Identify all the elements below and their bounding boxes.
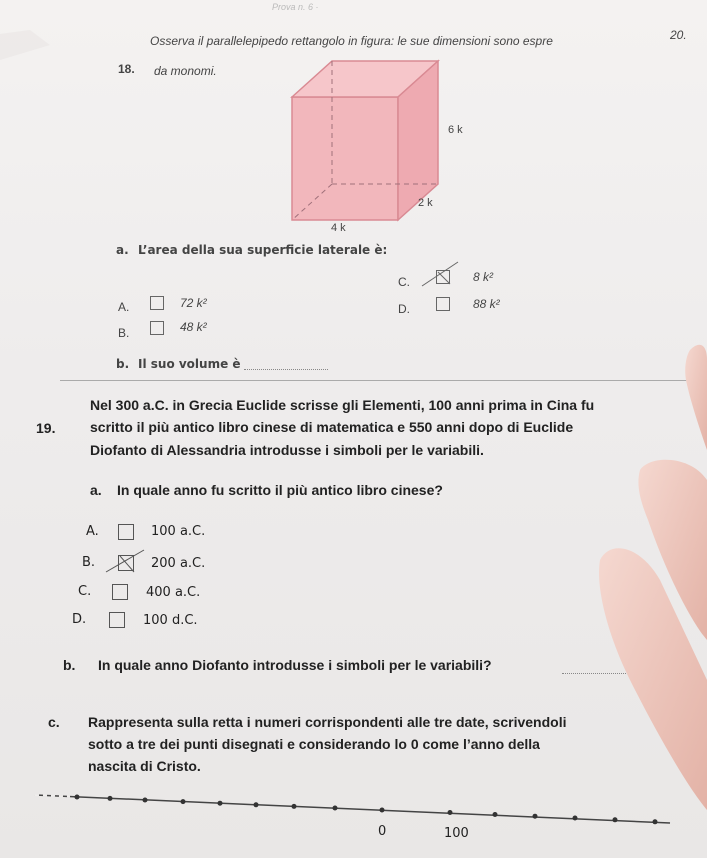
q19a-option-d-letter: D. xyxy=(72,612,87,627)
finger-shape xyxy=(685,345,707,450)
q18-text-line2: da monomi. xyxy=(154,64,217,78)
side-question-number: 20. xyxy=(670,28,687,42)
q18a-option-b-value: 48 k² xyxy=(180,320,207,334)
q19a-option-d-value: 100 d.C. xyxy=(143,613,198,628)
axis-label-100: 100 xyxy=(444,826,469,841)
q19a-option-c-letter: C. xyxy=(78,584,92,599)
axis-label-zero: 0 xyxy=(378,824,387,839)
q19-text-line2: scritto il più antico libro cinese di matematica e 550 anni dopo di Euclide xyxy=(90,419,574,435)
q19a-option-b-value: 200 a.C. xyxy=(151,556,206,571)
q19c-text-line1: Rappresenta sulla retta i numeri corrispondenti alle tre date, scrivendoli xyxy=(88,714,567,730)
q19c-text-line3: nascita di Cristo. xyxy=(88,758,201,774)
q19a-option-a-letter: A. xyxy=(86,524,99,539)
width-label: 4 k xyxy=(331,222,346,234)
q19c-label: c. xyxy=(48,714,60,730)
q18b-label: b. xyxy=(116,357,130,371)
q18a-label: a. xyxy=(116,243,129,257)
q19b-question: In quale anno Diofanto introdusse i simboli per le variabili? xyxy=(98,657,492,673)
q19c-text-line2: sotto a tre dei punti disegnati e considerando lo 0 come l’anno della xyxy=(88,736,540,752)
depth-label: 2 k xyxy=(418,197,433,209)
header-label: Prova n. 6 · xyxy=(272,2,319,12)
q19-text-line1: Nel 300 a.C. in Grecia Euclide scrisse gli Elementi, 100 anni prima in Cina fu xyxy=(90,397,595,413)
q19-text-line3: Diofanto di Alessandria introdusse i simboli per le variabili. xyxy=(90,442,484,458)
q18a-option-b-letter: B. xyxy=(118,326,130,340)
q18-number: 18. xyxy=(118,62,135,76)
q18-text-line1: Osserva il parallelepipedo rettangolo in figura: le sue dimensioni sono espre xyxy=(150,34,553,48)
q19a-option-a-value: 100 a.C. xyxy=(151,524,206,539)
q18a-option-d-value: 88 k² xyxy=(473,297,500,311)
q18a-option-a-value: 72 k² xyxy=(180,296,207,310)
q18b-question: Il suo volume è xyxy=(138,357,241,371)
q19a-question: In quale anno fu scritto il più antico libro cinese? xyxy=(117,482,443,498)
q18a-option-d-letter: D. xyxy=(398,302,410,316)
q19a-option-b-letter: B. xyxy=(82,555,96,570)
q19a-option-c-value: 400 a.C. xyxy=(146,585,201,600)
q19a-label: a. xyxy=(90,482,102,498)
q19b-label: b. xyxy=(63,657,76,673)
page-edge-shadow xyxy=(0,30,50,60)
q18a-option-c-letter: C. xyxy=(398,275,410,289)
q18a-option-c-value: 8 k² xyxy=(473,270,494,284)
q18a-question: L’area della sua superficie laterale è: xyxy=(138,243,388,257)
height-label: 6 k xyxy=(448,124,463,136)
q19-number: 19. xyxy=(36,420,56,436)
q18a-option-a-letter: A. xyxy=(118,300,130,314)
